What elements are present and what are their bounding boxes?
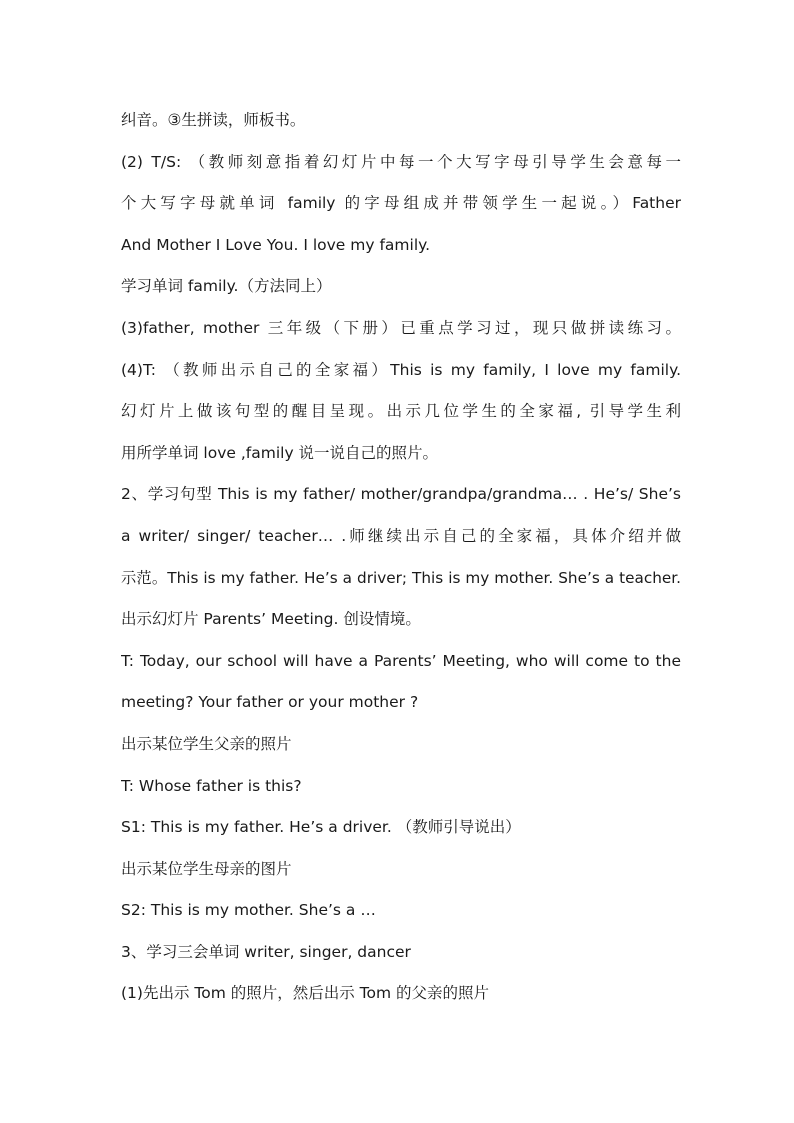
text-line: 出示某位学生父亲的照片	[121, 734, 292, 753]
text-line: 2、学习句型 This is my father/ mother/grandpa/grandma… . He’s/ She’s	[121, 485, 681, 504]
text-line: meeting? Your father or your mother ?	[121, 693, 419, 712]
document-body	[121, 100, 681, 1015]
text-line: T: Whose father is this?	[121, 776, 302, 795]
text-line: 出示幻灯片 Parents’ Meeting. 创设情境。	[121, 610, 421, 629]
text-line: 纠音。③生拼读，师板书。	[121, 111, 306, 129]
text-line: 3、学习三会单词 writer, singer, dancer	[121, 942, 411, 961]
text-line: S1: This is my father. He’s a driver. （教师引导说出）	[121, 818, 521, 837]
text-line: 出示某位学生母亲的图片	[121, 859, 292, 878]
text-line: 学习单词 family.（方法同上）	[121, 277, 332, 296]
text-line: (2) T/S: （教师刻意指着幻灯片中每一个大写字母引导学生会意每一	[121, 152, 681, 171]
text-line: (3)father, mother 三年级（下册）已重点学习过，现只做拼读练习。	[121, 318, 681, 337]
text-line: 幻灯片上做该句型的醒目呈现。出示几位学生的全家福, 引导学生利	[121, 402, 681, 421]
text-line: T: Today, our school will have a Parents’ Meeting, who will come to the	[121, 651, 681, 670]
text-line: And Mother I Love You. I love my family.	[121, 235, 431, 254]
text-line: S2: This is my mother. She’s a …	[121, 901, 376, 920]
text-line: (4)T: （教师出示自己的全家福）This is my family, I love my family.	[121, 360, 681, 379]
text-line: a writer/ singer/ teacher… .师继续出示自己的全家福，具体介绍并做	[121, 526, 681, 545]
text-line: 个大写字母就单词 family 的字母组成并带领学生一起说。）Father	[121, 194, 681, 213]
text-line: (1)先出示 Tom 的照片，然后出示 Tom 的父亲的照片	[121, 984, 489, 1003]
text-line: 用所学单词 love ,family 说一说自己的照片。	[121, 443, 439, 462]
text-line: 示范。This is my father. He’s a driver; This is my mother. She’s a teacher.	[121, 568, 681, 587]
